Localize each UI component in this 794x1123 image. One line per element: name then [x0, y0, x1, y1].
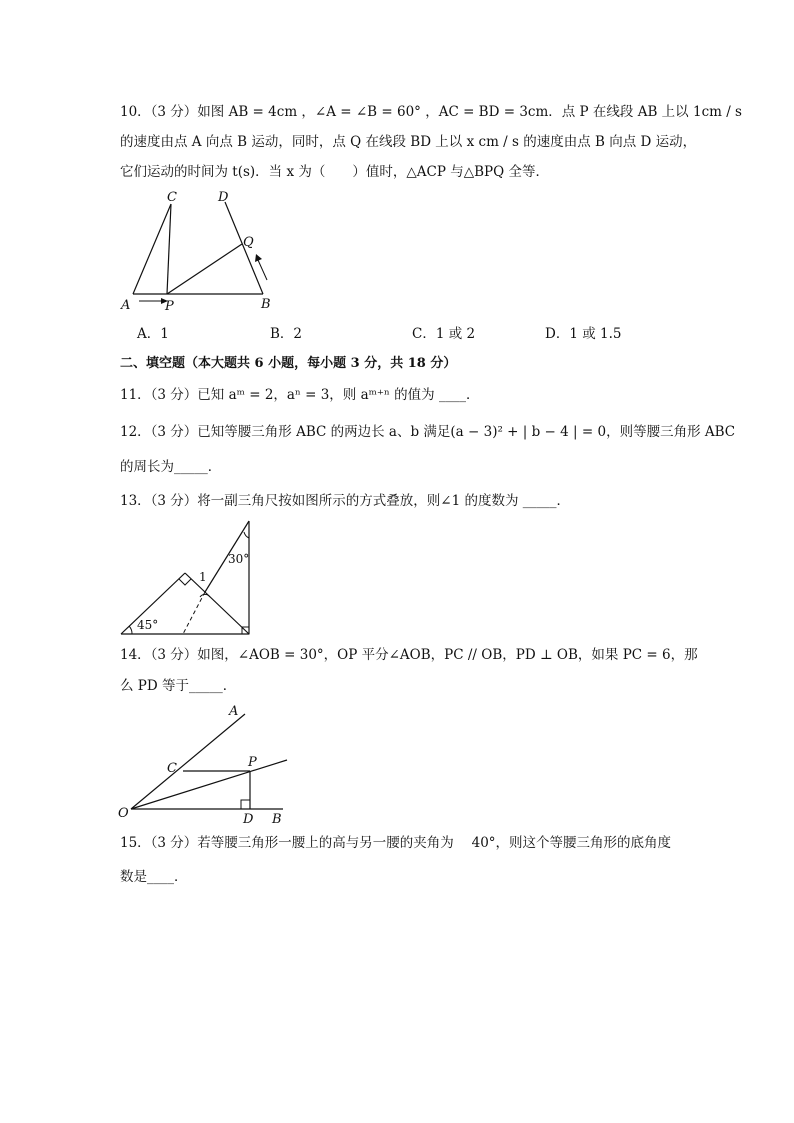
ray-op — [131, 760, 287, 809]
right-angle-mark-apex — [179, 579, 191, 585]
segment-ac — [133, 204, 171, 294]
q12-line-1: 12．（3 分）已知等腰三角形 ABC 的两边长 a、b 满足(a − 3)² + | b − 4 | = 0，则等腰三角形 ABC — [120, 424, 736, 440]
label-d: D — [218, 190, 229, 205]
q10-line-3: 它们运动的时间为 t(s)．当 x 为（ ）值时，△ACP 与△BPQ 全等． — [120, 164, 549, 180]
label-o: O — [118, 806, 129, 821]
ray-oa — [131, 714, 245, 809]
arrow-bq — [258, 260, 267, 280]
q13-text: 13．（3 分）将一副三角尺按如图所示的方式叠放，则∠1 的度数为 _____． — [120, 493, 571, 509]
right-angle-mark-d — [241, 800, 250, 809]
label-30-degrees: 30° — [228, 552, 250, 566]
q14-figure — [115, 700, 295, 830]
label-q: Q — [243, 235, 254, 250]
label-45-degrees: 45° — [137, 618, 159, 632]
q10-figure — [115, 188, 285, 316]
q13-figure — [118, 518, 258, 638]
segment-cp — [167, 204, 171, 294]
label-d: D — [243, 812, 254, 827]
q14-line-2: 么 PD 等于_____． — [120, 678, 237, 694]
q14-line-1: 14．（3 分）如图，∠AOB = 30°，OP 平分∠AOB，PC // OB，PD ⊥ OB，如果 PC = 6，那 — [120, 647, 698, 663]
label-b: B — [272, 812, 282, 827]
q10-line-2: 的速度由点 A 向点 B 运动，同时，点 Q 在线段 BD 上以 x cm / s 的速度由点 B 向点 D 运动， — [120, 134, 697, 150]
label-angle-1: 1 — [199, 570, 207, 584]
q10-line-1: 10．（3 分）如图 AB = 4cm ，∠A = ∠B = 60° ，AC = BD = 3cm．点 P 在线段 AB 上以 1cm / s — [120, 104, 742, 120]
option-b[interactable]: B．2 — [270, 326, 303, 342]
set-square-45-right — [185, 573, 249, 634]
q12-line-2: 的周长为_____． — [120, 459, 222, 475]
set-square-30-hidden — [183, 592, 205, 634]
label-c: C — [167, 190, 177, 205]
label-a: A — [229, 704, 239, 719]
option-a[interactable]: A．1 — [137, 326, 169, 342]
label-p: P — [165, 299, 174, 314]
angle-arc-45 — [129, 626, 132, 634]
option-d[interactable]: D．1 或 1.5 — [545, 326, 622, 342]
section-heading: 二、填空题（本大题共 6 小题，每小题 3 分，共 18 分） — [120, 356, 457, 371]
label-c: C — [167, 761, 177, 776]
option-c[interactable]: C．1 或 2 — [412, 326, 476, 342]
angle-arc-30 — [244, 532, 249, 538]
label-p: P — [248, 755, 257, 770]
q15-line-2: 数是____． — [120, 869, 188, 885]
q15-line-1: 15．（3 分）若等腰三角形一腰上的高与另一腰的夹角为 40°，则这个等腰三角形的底角度 — [120, 835, 672, 851]
q11-text: 11．（3 分）已知 aᵐ = 2，aⁿ = 3，则 aᵐ⁺ⁿ 的值为 ____． — [120, 387, 480, 403]
segment-pq — [167, 244, 242, 294]
label-a: A — [121, 298, 131, 313]
label-b: B — [261, 297, 271, 312]
